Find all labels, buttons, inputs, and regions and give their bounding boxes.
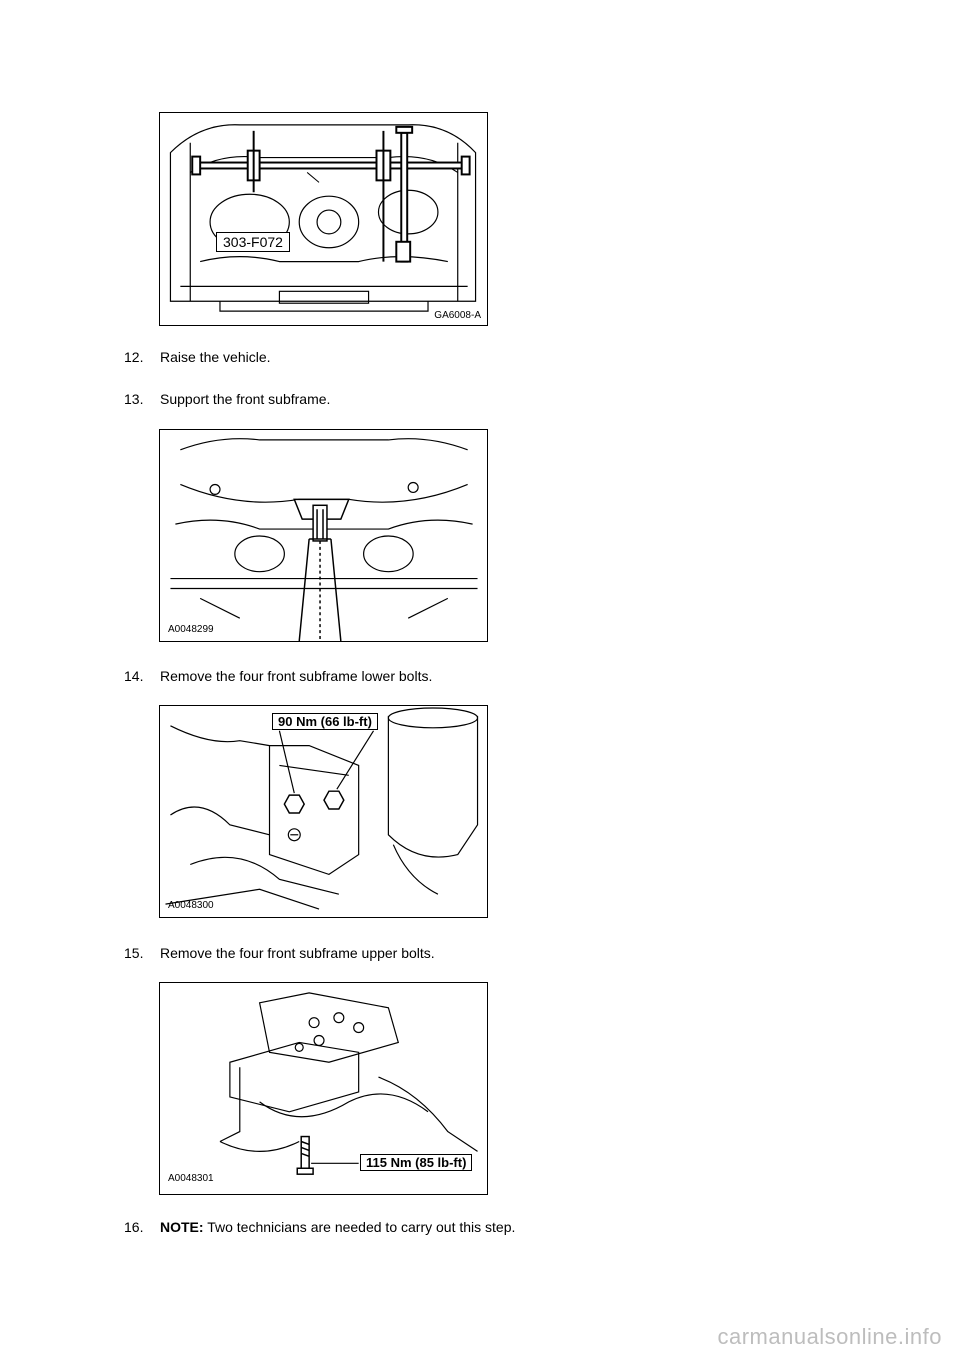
- subframe-jack-illustration: [160, 430, 487, 641]
- step-number: 13.: [124, 391, 144, 407]
- figure-subframe-support: [159, 429, 488, 642]
- step-13: [124, 390, 330, 408]
- figure-id: A0048299: [168, 624, 214, 635]
- note-label: NOTE:: [160, 1219, 204, 1235]
- step-15: [124, 944, 435, 962]
- figure-lower-bolts: [159, 705, 488, 918]
- step-14: [124, 667, 432, 685]
- figure-id: A0048301: [168, 1173, 214, 1184]
- figure-id: GA6008-A: [434, 310, 481, 321]
- step-number: 12.: [124, 349, 144, 365]
- step-number: 16.: [124, 1219, 144, 1235]
- step-number: 14.: [124, 668, 144, 684]
- step-text: Remove the four front subframe upper bolts.: [160, 945, 435, 961]
- step-12: [124, 348, 271, 366]
- torque-callout: 115 Nm (85 lb-ft): [360, 1154, 472, 1171]
- step-text: Remove the four front subframe lower bolts.: [160, 668, 433, 684]
- step-text: Raise the vehicle.: [160, 349, 271, 365]
- step-text: Two technicians are needed to carry out this step.: [203, 1219, 516, 1235]
- figure-engine-support: [159, 112, 488, 326]
- step-16: [124, 1218, 515, 1236]
- watermark: carmanualsonline.info: [717, 1324, 942, 1349]
- callout-label: 303-F072: [216, 232, 290, 252]
- figure-upper-bolts: [159, 982, 488, 1195]
- step-number: 15.: [124, 945, 144, 961]
- engine-support-illustration: [160, 113, 487, 325]
- lower-bolts-illustration: [160, 706, 487, 917]
- step-text: Support the front subframe.: [160, 391, 331, 407]
- figure-id: A0048300: [168, 900, 214, 911]
- torque-callout: 90 Nm (66 lb-ft): [272, 713, 378, 730]
